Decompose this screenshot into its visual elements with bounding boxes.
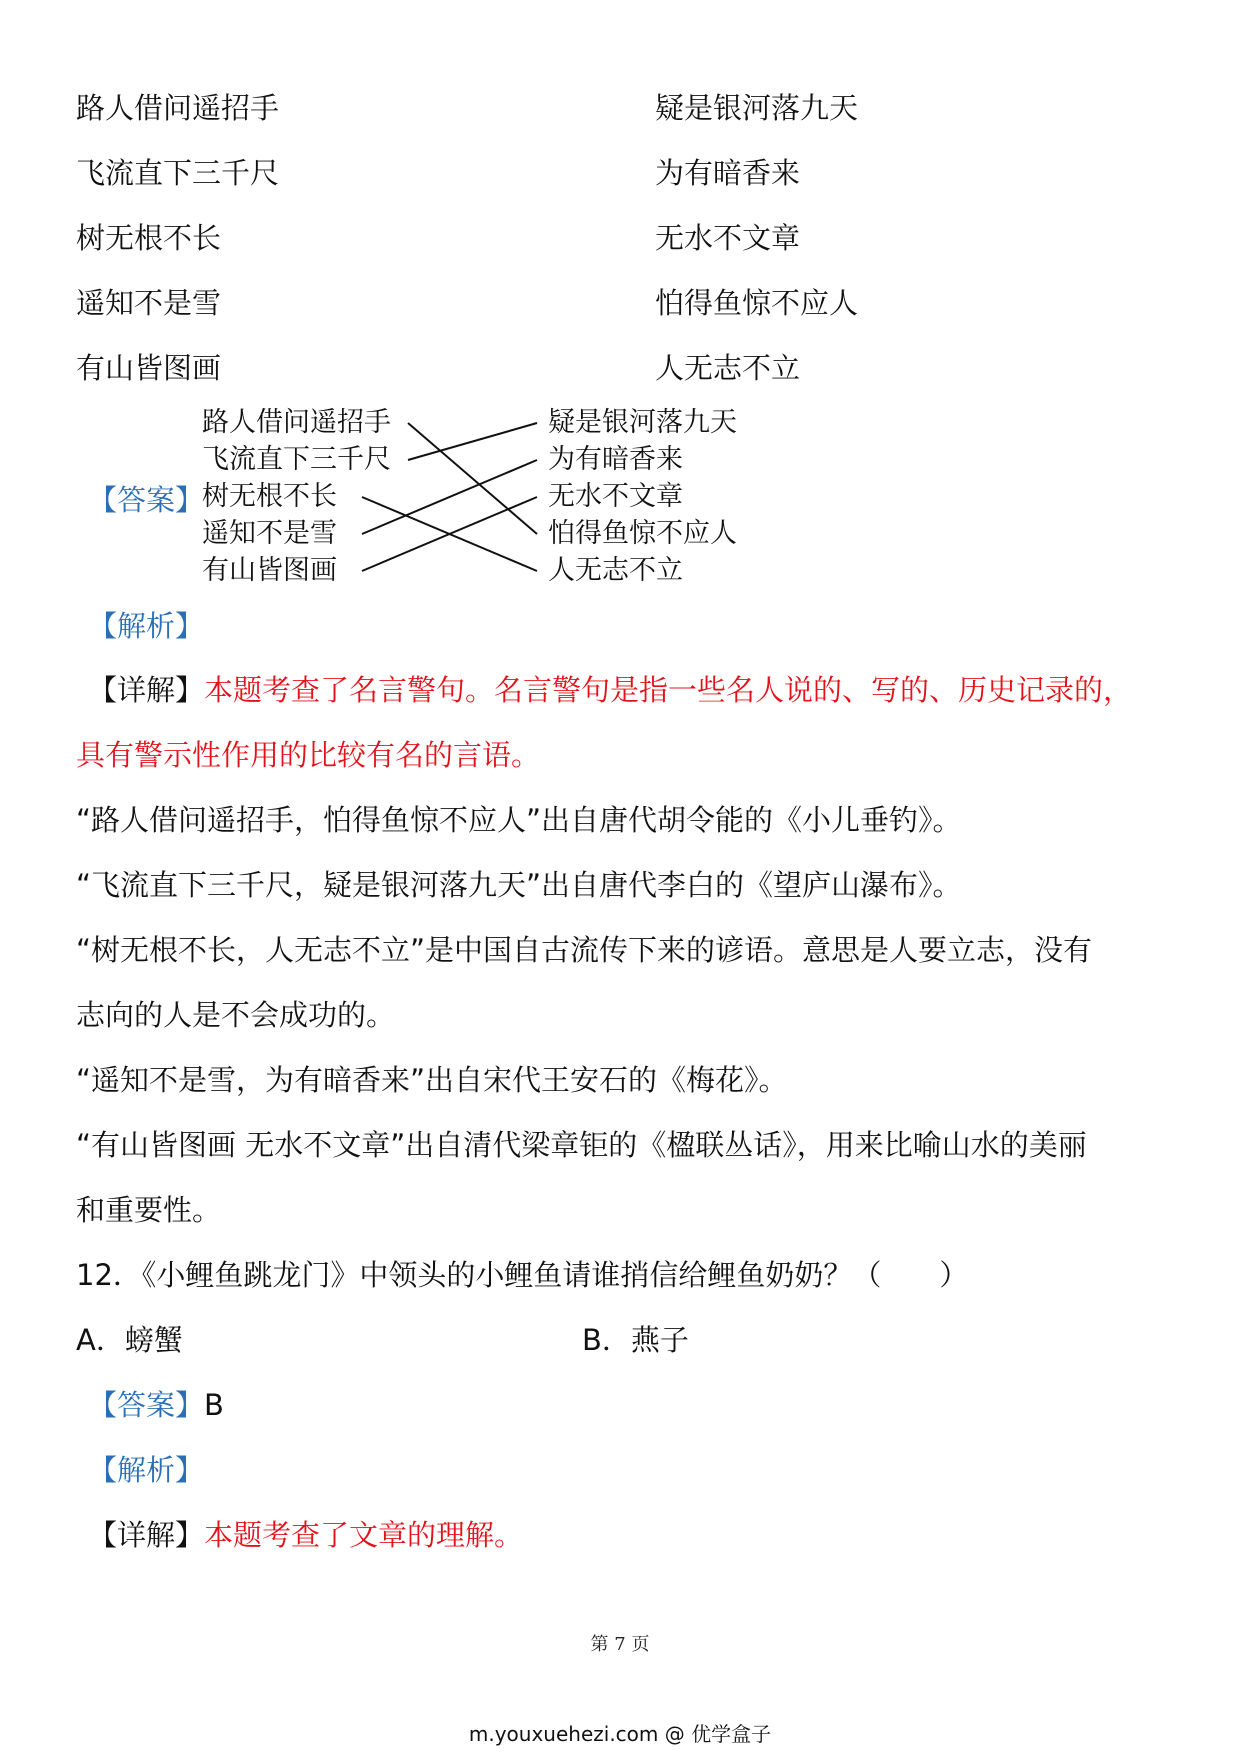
option-b: B．燕子 [582, 1323, 689, 1357]
answer-right-1: 疑是银河落九天 [548, 407, 737, 438]
answer-right-2: 为有暗香来 [548, 444, 683, 475]
q12-detail-text: 本题考查了文章的理解。 [204, 1518, 524, 1552]
match-right-3: 无水不文章 [655, 221, 801, 255]
detail-label: 【详解】 [88, 673, 205, 707]
match-right-4: 怕得鱼惊不应人 [655, 286, 859, 320]
match-right-1: 疑是银河落九天 [655, 91, 859, 125]
explanation-3: “树无根不长，人无志不立”是中国自古流传下来的谚语。意思是人要立志，没有 [76, 933, 1093, 967]
detail-line-1 [88, 672, 1132, 708]
q12-analysis-label: 【解析】 [88, 1453, 205, 1487]
match-left-3: 树无根不长 [76, 221, 222, 255]
detail-text-2: 具有警示性作用的比较有名的言语。 [76, 738, 541, 772]
q12-detail-label: 【详解】 [88, 1518, 205, 1552]
answer-right-5: 人无志不立 [548, 555, 683, 586]
explanation-1: “路人借问遥招手，怕得鱼惊不应人”出自唐代胡令能的《小儿垂钓》。 [76, 803, 962, 837]
match-line-1-4 [408, 423, 537, 534]
page-number: 第 7 页 [590, 1634, 650, 1655]
answer-label: 【答案】 [88, 483, 205, 517]
match-line-4-2 [362, 460, 537, 534]
answer-right-4: 怕得鱼惊不应人 [548, 518, 737, 549]
answer-left-2: 飞流直下三千尺 [202, 444, 391, 475]
explanation-6: “有山皆图画 无水不文章”出自清代梁章钜的《楹联丛话》，用来比喻山水的美丽 [76, 1128, 1087, 1162]
match-line-2-1 [408, 423, 537, 460]
answer-left-4: 遥知不是雪 [202, 518, 337, 549]
analysis-label: 【解析】 [88, 609, 205, 643]
answer-left-1: 路人借问遥招手 [202, 407, 391, 438]
q12-answer [88, 1387, 224, 1423]
q12-detail [88, 1517, 523, 1553]
match-right-2: 为有暗香来 [655, 156, 801, 190]
match-right-5: 人无志不立 [655, 351, 801, 385]
q12-answer-value: B [204, 1388, 224, 1422]
explanation-7: 和重要性。 [76, 1193, 222, 1227]
option-a: A．螃蟹 [76, 1323, 183, 1357]
q12-answer-label: 【答案】 [88, 1388, 205, 1422]
match-left-4: 遥知不是雪 [76, 286, 222, 320]
answer-left-3: 树无根不长 [202, 481, 337, 512]
match-left-2: 飞流直下三千尺 [76, 156, 280, 190]
answer-right-3: 无水不文章 [548, 481, 683, 512]
footer-site: m.youxuehezi.com @ 优学盒子 [468, 1722, 772, 1746]
explanation-5: “遥知不是雪，为有暗香来”出自宋代王安石的《梅花》。 [76, 1063, 788, 1097]
detail-text-1: 本题考查了名言警句。名言警句是指一些名人说的、写的、历史记录的， [204, 673, 1133, 707]
match-left-1: 路人借问遥招手 [76, 91, 280, 125]
explanation-2: “飞流直下三千尺，疑是银河落九天”出自唐代李白的《望庐山瀑布》。 [76, 868, 962, 902]
match-left-5: 有山皆图画 [76, 351, 222, 385]
answer-left-5: 有山皆图画 [202, 555, 337, 586]
question-12: 12．《小鲤鱼跳龙门》中领头的小鲤鱼请谁捎信给鲤鱼奶奶？（ ） [76, 1258, 969, 1292]
explanation-4: 志向的人是不会成功的。 [76, 998, 396, 1032]
